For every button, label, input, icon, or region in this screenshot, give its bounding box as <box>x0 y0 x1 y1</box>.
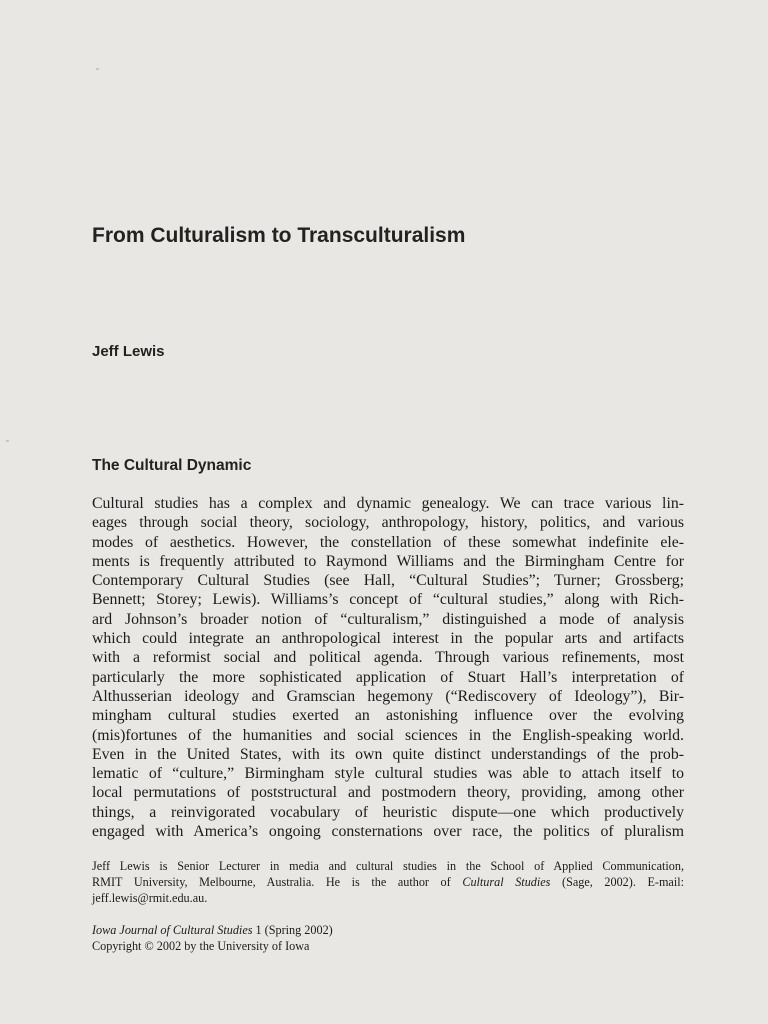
author-email: jeff.lewis@rmit.edu.au. <box>92 891 208 905</box>
scan-speck <box>6 440 9 442</box>
body-line: lematic of “culture,” Birmingham style cultural studies was able to attach itself to <box>92 765 684 783</box>
body-line: (mis)fortunes of the humanities and social sciences in the English-speaking world. <box>92 726 684 744</box>
body-line: Even in the United States, with its own quite distinct understandings of the prob- <box>92 745 684 763</box>
body-line: eages through social theory, sociology, anthropology, history, politics, and various <box>92 514 684 532</box>
body-line: Contemporary Cultural Studies (see Hall, “Cultural Studies”; Turner; Grossberg; <box>92 572 684 590</box>
journal-issue: 1 (Spring 2002) <box>252 923 333 937</box>
journal-citation <box>92 922 333 938</box>
body-line: Cultural studies has a complex and dynamic genealogy. We can trace various lin- <box>92 495 684 512</box>
body-line: mingham cultural studies exerted an astonishing influence over the evolving <box>92 707 684 725</box>
journal-name: Iowa Journal of Cultural Studies <box>92 923 253 937</box>
body-line: local permutations of poststructural and postmodern theory, providing, among other <box>92 784 684 802</box>
section-heading: The Cultural Dynamic <box>92 457 252 474</box>
copyright-line: Copyright © 2002 by the University of Iowa <box>92 939 310 953</box>
scan-speck <box>96 68 99 70</box>
article-title: From Culturalism to Transculturalism <box>92 224 466 247</box>
book-title: Cultural Studies <box>462 875 551 889</box>
body-line: with a reformist social and political agenda. Through various refinements, most <box>92 649 684 667</box>
body-line: particularly the more sophisticated application of Stuart Hall’s interpretation of <box>92 668 684 686</box>
body-line: modes of aesthetics. However, the constellation of these somewhat indefinite ele- <box>92 533 684 551</box>
footnote-text: (Sage, 2002). E-mail: <box>550 875 685 889</box>
journal-info <box>92 922 333 954</box>
article-author: Jeff Lewis <box>92 343 165 360</box>
body-paragraph <box>92 494 684 841</box>
body-line: ments is frequently attributed to Raymond Williams and the Birmingham Centre for <box>92 552 684 570</box>
body-line: Bennett; Storey; Lewis). Williams’s concept of “cultural studies,” along with Rich- <box>92 591 684 609</box>
body-line: engaged with America’s ongoing consternations over race, the politics of pluralism <box>92 823 684 841</box>
footnote-text: RMIT University, Melbourne, Australia. He is the author of <box>92 875 463 889</box>
body-line: which could integrate an anthropological interest in the popular arts and artifacts <box>92 630 684 648</box>
body-line: things, a reinvigorated vocabulary of heuristic dispute—one which productively <box>92 803 684 821</box>
footnote-line <box>92 874 684 890</box>
body-line: ard Johnson’s broader notion of “culturalism,” distinguished a mode of analysis <box>92 610 684 628</box>
footnote-line: Jeff Lewis is Senior Lecturer in media and cultural studies in the School of Applied Communication, <box>92 859 684 873</box>
author-footnote <box>92 858 684 906</box>
body-line: Althusserian ideology and Gramscian hegemony (“Rediscovery of Ideology”), Bir- <box>92 687 684 705</box>
